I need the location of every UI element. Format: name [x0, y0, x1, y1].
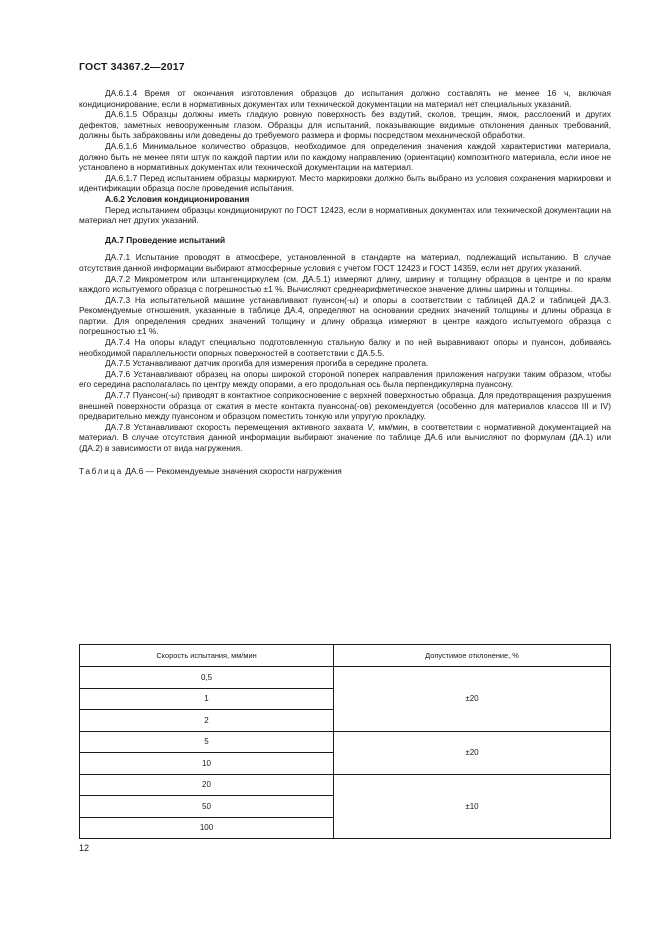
variable-v: V	[367, 421, 373, 432]
speed-cell: 5	[80, 731, 334, 753]
paragraph: ДА.7.6 Устанавливают образец на опоры широкой стороной поперек направления приложения нагрузки таким образом, чтобы его середина располагалась по центру между опорами, а его продольная ось была перпендикулярна пуансону.	[79, 368, 611, 390]
table-caption-text: ДА.6 — Рекомендуемые значения скорости нагружения	[122, 465, 342, 476]
paragraph: ДА.7.7 Пуансон(-ы) приводят в контактное соприкосновение с верхней поверхностью образца. Для предотвращения разрушения внешней поверхности образца от сжатия в месте контакта пуансона(-ов) рекомендуется (особенно для материалов классов III и IV) предварительно между пуансоном и образцом поместить тонкую или упругую прокладку.	[79, 390, 611, 422]
tolerance-cell: ±10	[334, 774, 611, 839]
paragraph: ДА.7.5 Устанавливают датчик прогиба для измерения прогиба в середине пролета.	[105, 358, 429, 369]
speed-cell: 10	[80, 753, 334, 775]
paragraph: ДА.7.1 Испытание проводят в атмосфере, установленной в стандарте на материал, подлежащий испытанию. В случае отсутствия данной информации выбирают атмосферные условия с учетом ГОСТ 12423 и ГОСТ 14359, если нет других указаний.	[79, 252, 611, 273]
paragraph-text: , мм/мин, в соответствии с нормативной документацией на материал. В случае отсутствия данной информации выбирают значение по таблице ДА.6 или вычисляют по формулам (ДА.1) или (ДА.2) в зависимости от вида нагружения.	[79, 421, 611, 453]
document-body	[79, 88, 611, 476]
table-row	[80, 774, 611, 796]
paragraph: ДА.7.3 На испытательной машине устанавливают пуансон(-ы) и опоры в соответствии с таблицей ДА.2 и таблицей ДА.3. Рекомендуемые отношения, указанные в таблице ДА.4, определяют на основании средних значений толщины и длины образца в партии. Для определения средних значений толщину и длину образца измеряют в центре каждого испытуемого образца с погрешностью ±1 %.	[79, 294, 611, 337]
paragraph: ДА.6.1.6 Минимальное количество образцов, необходимое для определения значения каждой характеристики материала, должно быть не менее пяти штук по каждой партии или по каждому направлению (ориентации) композитного материала, если иное не установлено в нормативных документах или технической документации на материал.	[79, 140, 611, 173]
table-caption	[79, 466, 611, 477]
tolerance-cell: ±20	[334, 667, 611, 732]
speed-cell: 100	[80, 817, 334, 839]
document-header: ГОСТ 34367.2—2017	[79, 61, 185, 73]
table-header-row	[80, 645, 611, 667]
speed-cell: 0,5	[80, 667, 334, 689]
speed-cell: 20	[80, 774, 334, 796]
speed-cell: 2	[80, 710, 334, 732]
page-number: 12	[79, 843, 90, 853]
table-caption-prefix: Таблица	[79, 465, 123, 476]
paragraph: ДА.7.2 Микрометром или штангенциркулем (см. ДА.5.1) измеряют длину, ширину и толщину образцов в центре и по краям каждого испытуемого образца с погрешностью ±1 %. Вычисляют среднеарифметическое значение длины ширины и толщины.	[79, 273, 611, 295]
paragraph	[79, 422, 611, 454]
section-heading: А.6.2 Условия кондиционирования	[105, 193, 250, 204]
paragraph: ДА.6.1.4 Время от окончания изготовления образцов до испытания должно составлять не менее 16 ч, включая кондиционирование, если в нормативных документах или технической документации на материал нет специальных указаний.	[79, 88, 611, 109]
section-heading: ДА.7 Проведение испытаний	[105, 234, 226, 245]
speed-cell: 50	[80, 796, 334, 818]
paragraph: ДА.6.1.7 Перед испытанием образцы маркируют. Место маркировки должно быть выбрано из условия сохранения маркировки и идентификации образца после проведения испытания.	[79, 172, 611, 194]
speed-table	[79, 644, 611, 839]
table-row	[80, 667, 611, 689]
paragraph: Перед испытанием образцы кондиционируют по ГОСТ 12423, если в нормативных документах или технической документации на материал нет других указаний.	[79, 204, 611, 226]
column-header-speed: Скорость испытания, мм/мин	[80, 645, 334, 667]
column-header-tolerance: Допустимое отклонение, %	[334, 645, 611, 667]
table-row	[80, 731, 611, 753]
speed-cell: 1	[80, 688, 334, 710]
paragraph-text: ДА.7.8 Устанавливают скорость перемещения активного захвата	[105, 421, 368, 432]
paragraph: ДА.6.1.5 Образцы должны иметь гладкую ровную поверхность без вздутий, сколов, трещин, ямок, расслоений и других дефектов, заметных невооруженным глазом. Образцы для испытаний, показывающие видимые отклонения данных требований, должны быть забракованы или доведены до требуемого размера и формы посредством механической обработки.	[79, 109, 611, 141]
paragraph: ДА.7.4 На опоры кладут специально подготовленную стальную балку и по ней выравнивают опоры и пуансон, добиваясь необходимой параллельности опорных поверхностей в соответствии с ДА.5.5.	[79, 337, 611, 358]
tolerance-cell: ±20	[334, 731, 611, 774]
